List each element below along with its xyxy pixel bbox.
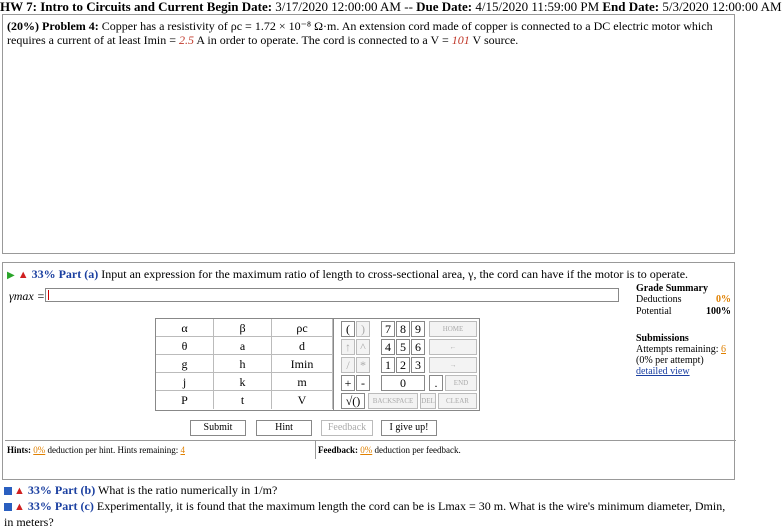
key-alpha[interactable]: α	[156, 319, 214, 337]
key-a[interactable]: a	[214, 337, 272, 355]
keypad	[155, 318, 480, 411]
key-8[interactable]: 8	[396, 321, 410, 337]
submissions-title: Submissions	[636, 333, 689, 344]
begin-date-label: Begin Date:	[206, 0, 273, 14]
feedback-label: Feedback:	[318, 445, 358, 455]
answer-label: γmax =	[9, 289, 45, 303]
key-right-arrow[interactable]: →	[429, 357, 477, 373]
problem-text-3: V source.	[469, 33, 519, 47]
submit-button[interactable]: Submit	[190, 420, 246, 436]
key-beta[interactable]: β	[214, 319, 272, 337]
potential-label: Potential	[636, 306, 672, 317]
problem-box	[2, 14, 735, 254]
hints-label: Hints:	[7, 445, 32, 455]
part-b-prompt: What is the ratio numerically in 1/m?	[98, 483, 278, 497]
due-date-label: Due Date:	[416, 0, 473, 14]
key-rho-c[interactable]: ρc	[272, 319, 333, 337]
grade-summary	[636, 283, 731, 318]
key-m[interactable]: m	[272, 373, 333, 391]
deductions-value: 0%	[716, 294, 731, 305]
key-end[interactable]: END	[445, 375, 477, 391]
key-caret[interactable]: ^	[356, 339, 370, 355]
key-imin[interactable]: Imin	[272, 355, 333, 373]
key-5[interactable]: 5	[396, 339, 410, 355]
part-c-row[interactable]	[4, 499, 734, 530]
end-date-label: End Date:	[602, 0, 660, 14]
key-g[interactable]: g	[156, 355, 214, 373]
problem-text-1: Copper has a resistivity of ρc = 1.72 × 10⁻⁸ Ω·m. An extension cord made of copper is connected to a DC electric motor which requires a current of at least Imin =	[7, 19, 713, 47]
assignment-header: HW 7: Intro to Circuits and Current Begin Date: 3/17/2020 12:00:00 AM -- Due Date: 4/15/2020 11:59:00 PM End Date: 5/3/2020 12:00:00 AM	[0, 0, 782, 14]
part-a-panel	[2, 262, 735, 480]
begin-date: 3/17/2020 12:00:00 AM	[275, 0, 401, 14]
key-sqrt[interactable]: √()	[341, 393, 365, 409]
key-j[interactable]: j	[156, 373, 214, 391]
assignment-title: HW 7: Intro to Circuits and Current	[0, 0, 204, 14]
detailed-view-link[interactable]: detailed view	[636, 366, 690, 377]
key-4[interactable]: 4	[381, 339, 395, 355]
key-clear[interactable]: CLEAR	[438, 393, 477, 409]
key-2[interactable]: 2	[396, 357, 410, 373]
attempts-label: Attempts remaining:	[636, 344, 719, 355]
problem-imin-value: 2.5	[179, 33, 195, 47]
key-h[interactable]: h	[214, 355, 272, 373]
expand-arrow-icon[interactable]: ▶	[7, 270, 15, 281]
key-up-arrow[interactable]: ↑	[341, 339, 355, 355]
problem-voltage-value: 101	[451, 33, 470, 47]
key-3[interactable]: 3	[411, 357, 425, 373]
key-theta[interactable]: θ	[156, 337, 214, 355]
key-multiply[interactable]: *	[356, 357, 370, 373]
key-left-arrow[interactable]: ←	[429, 339, 477, 355]
feedback-deduction: 0%	[360, 445, 373, 455]
per-attempt-text: (0% per attempt)	[636, 355, 704, 366]
feedback-button[interactable]: Feedback	[321, 420, 373, 436]
key-open-paren[interactable]: (	[341, 321, 355, 337]
key-del[interactable]: DEL	[420, 393, 436, 409]
key-t[interactable]: t	[214, 391, 272, 409]
key-minus[interactable]: -	[356, 375, 370, 391]
warning-icon: ▲	[14, 485, 25, 497]
part-a-percent: 33% Part (a)	[31, 267, 99, 281]
key-v[interactable]: V	[272, 391, 333, 409]
give-up-button[interactable]: I give up!	[381, 420, 437, 436]
feedback-text: deduction per feedback.	[374, 445, 461, 455]
part-a-title[interactable]	[7, 267, 688, 282]
key-7[interactable]: 7	[381, 321, 395, 337]
problem-weight: (20%)	[7, 19, 39, 33]
key-1[interactable]: 1	[381, 357, 395, 373]
answer-input[interactable]	[45, 288, 619, 302]
problem-text-2: A in order to operate. The cord is connected to a V =	[194, 33, 452, 47]
text-cursor	[48, 290, 49, 300]
grade-summary-title: Grade Summary	[636, 283, 708, 294]
other-parts	[4, 483, 734, 530]
key-d[interactable]: d	[272, 337, 333, 355]
end-date: 5/3/2020 12:00:00 AM	[662, 0, 782, 14]
deductions-label: Deductions	[636, 294, 682, 305]
feedback-bar	[315, 440, 736, 459]
hints-remaining: 4	[180, 445, 185, 455]
warning-icon: ▲	[14, 501, 25, 513]
hints-deduction: 0%	[33, 445, 46, 455]
key-p[interactable]: P	[156, 391, 214, 409]
collapsed-part-icon[interactable]	[4, 503, 12, 511]
key-close-paren[interactable]: )	[356, 321, 370, 337]
key-plus[interactable]: +	[341, 375, 355, 391]
variable-keys	[156, 319, 334, 410]
key-9[interactable]: 9	[411, 321, 425, 337]
problem-statement	[7, 19, 727, 47]
key-6[interactable]: 6	[411, 339, 425, 355]
part-a-prompt: Input an expression for the maximum ratio of length to cross-sectional area, γ, the cord can have if the motor is to operate.	[101, 267, 689, 281]
part-c-prompt: Experimentally, it is found that the maximum length the cord can be is Lmax = 30 m. What is the wire's minimum diameter, Dmin, in meters?	[4, 499, 726, 529]
part-b-percent: 33% Part (b)	[27, 483, 96, 497]
key-0[interactable]: 0	[381, 375, 425, 391]
key-home[interactable]: HOME	[429, 321, 477, 337]
attempts-value: 6	[721, 344, 726, 355]
key-dot[interactable]: .	[429, 375, 443, 391]
key-backspace[interactable]: BACKSPACE	[368, 393, 418, 409]
part-b-row[interactable]	[4, 483, 734, 499]
hint-button[interactable]: Hint	[256, 420, 312, 436]
key-k[interactable]: k	[214, 373, 272, 391]
hints-text: deduction per hint. Hints remaining:	[47, 445, 179, 455]
hints-bar	[5, 440, 317, 459]
key-divide[interactable]: /	[341, 357, 355, 373]
warning-icon: ▲	[17, 269, 29, 281]
due-date: 4/15/2020 11:59:00 PM	[475, 0, 600, 14]
potential-value: 100%	[706, 306, 731, 317]
part-c-percent: 33% Part (c)	[27, 499, 94, 513]
submissions-panel	[636, 333, 731, 377]
collapsed-part-icon[interactable]	[4, 487, 12, 495]
problem-number: Problem 4:	[42, 19, 99, 33]
